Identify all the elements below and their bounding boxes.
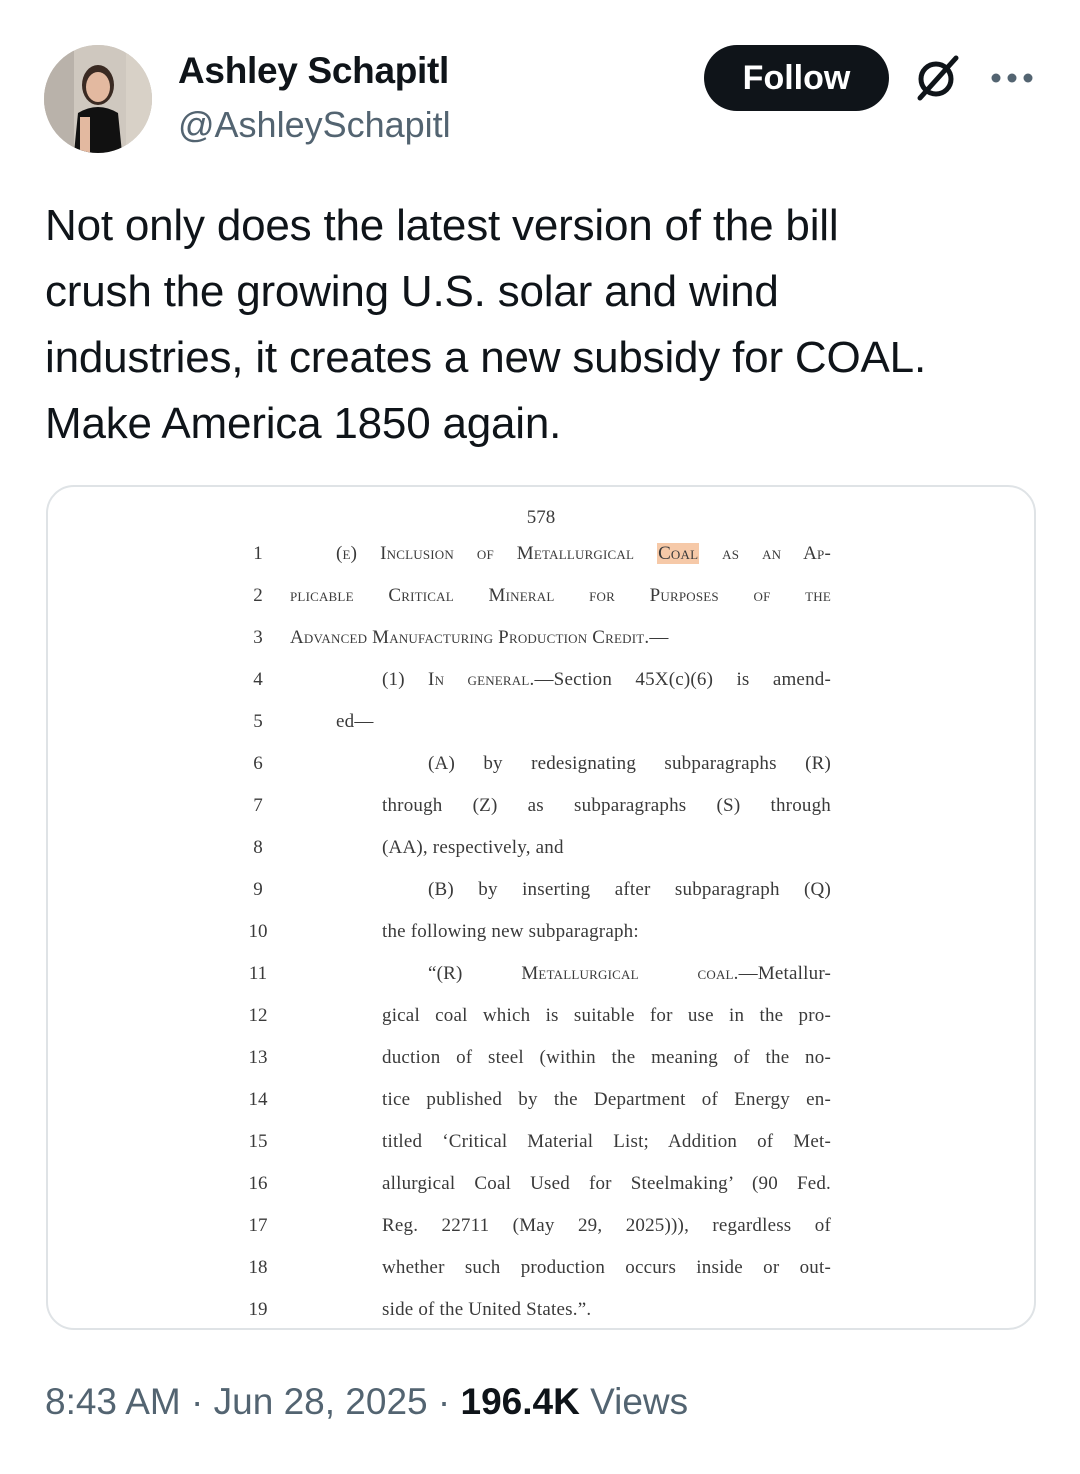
views-count[interactable]: 196.4K	[460, 1381, 580, 1422]
bill-line: 6 (A) by redesignating subparagraphs (R)	[253, 753, 831, 774]
bill-line: 19 side of the United States.”.	[248, 1299, 592, 1320]
author-handle[interactable]: @AshleySchapitl	[178, 104, 451, 145]
bill-line: 12 gical coal which is suitable for use in the pro-	[248, 1005, 831, 1026]
bill-line: 17 Reg. 22711 (May 29, 2025))), regardless of	[248, 1215, 831, 1236]
bill-line: 14 tice published by the Department of Energy en-	[248, 1089, 831, 1110]
media-image[interactable]	[46, 485, 1036, 1330]
bill-line: 10 the following new subparagraph:	[248, 921, 639, 942]
more-options-icon[interactable]	[988, 60, 1036, 96]
bill-line: 9 (B) by inserting after subparagraph (Q)	[253, 879, 831, 900]
author-display-name[interactable]: Ashley Schapitl	[178, 50, 450, 91]
separator: ·	[437, 1381, 451, 1422]
separator: ·	[191, 1381, 204, 1422]
views-label[interactable]: Views	[590, 1381, 689, 1422]
tweet-date[interactable]: Jun 28, 2025	[213, 1381, 428, 1422]
avatar[interactable]	[44, 45, 152, 153]
bill-line: 13 duction of steel (within the meaning of the no-	[248, 1047, 831, 1068]
bill-line: 1 (e) Inclusion of Metallurgical Coal as an Ap-	[253, 543, 831, 564]
tweet-meta	[45, 1381, 688, 1423]
bill-line: 8 (AA), respectively, and	[253, 837, 564, 858]
bill-line: 3 Advanced Manufacturing Production Credit.—	[253, 627, 669, 648]
bill-line: 2 plicable Critical Mineral for Purposes of the	[253, 585, 831, 606]
bill-line: 5 ed—	[253, 711, 374, 732]
bill-line: 4 (1) In general.—Section 45X(c)(6) is amend-	[253, 669, 831, 690]
highlighted-word: Coal	[658, 543, 699, 564]
bill-line: 15 titled ‘Critical Material List; Addition of Met-	[248, 1131, 831, 1152]
bill-document	[48, 487, 1034, 1328]
bill-line: 7 through (Z) as subparagraphs (S) through	[253, 795, 831, 816]
page-number: 578	[526, 507, 556, 528]
tweet-time[interactable]: 8:43 AM	[45, 1381, 181, 1422]
bill-line: 16 allurgical Coal Used for Steelmaking’ (90 Fed.	[248, 1173, 831, 1194]
bill-line: 18 whether such production occurs inside or out-	[248, 1257, 831, 1278]
follow-button[interactable]: Follow	[704, 45, 889, 111]
tweet-text: Not only does the latest version of the bill crush the growing U.S. solar and wind industries, it creates a new subsidy for COAL. Make America 1850 again.	[45, 201, 926, 448]
bill-line: 11 “(R) Metallurgical coal.—Metallur-	[248, 963, 831, 984]
grok-icon[interactable]	[912, 52, 962, 102]
